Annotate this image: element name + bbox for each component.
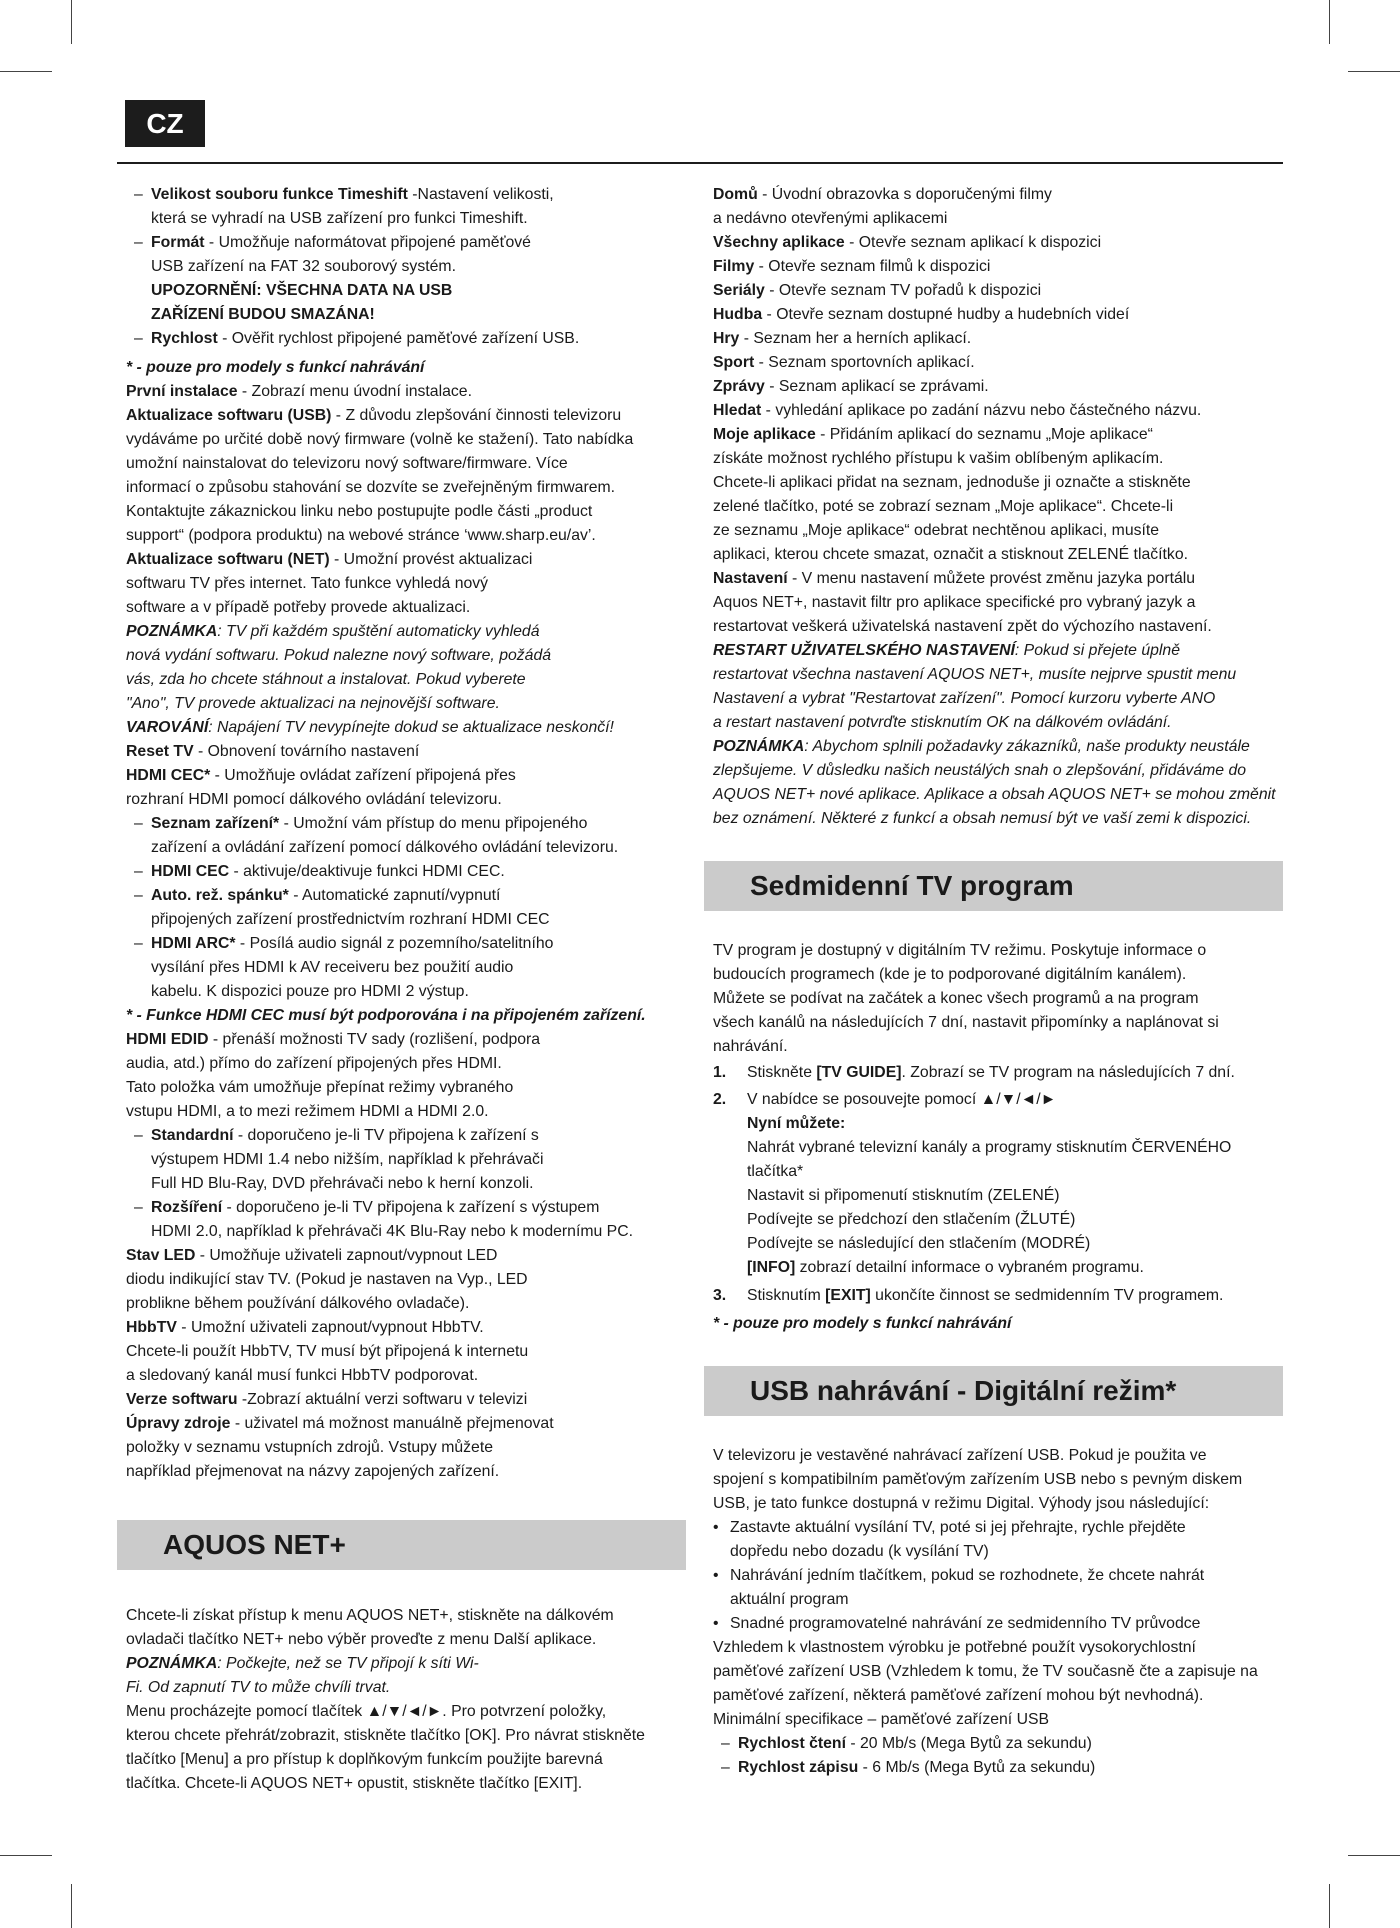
text-line: všech kanálů na následujících 7 dní, nastavit připomínky a naplánovat si <box>713 1014 1219 1031</box>
text-line: tlačítka. Chcete-li AQUOS NET+ opustit, stiskněte tlačítko [EXIT]. <box>126 1775 583 1792</box>
footnote: * - pouze pro modely s funkcí nahrávání <box>713 1315 1012 1332</box>
text-line: Aktualizace softwaru (NET) - Umožní provést aktualizaci <box>126 551 533 568</box>
text-line: Aktualizace softwaru (USB) - Z důvodu zlepšování činnosti televizoru <box>126 407 622 424</box>
text-line: Sport - Seznam sportovních aplikací. <box>713 354 975 371</box>
text-line: Vzhledem k vlastnostem výrobku je potřebné použít vysokorychlostní <box>713 1639 1196 1656</box>
text-line: Seriály - Otevře seznam TV pořadů k dispozici <box>713 282 1042 299</box>
bullet-item: • Nahrávání jedním tlačítkem, pokud se rozhodnete, že chcete nahrát <box>713 1564 1283 1588</box>
text-line: Stav LED - Umožňuje uživateli zapnout/vypnout LED <box>126 1247 498 1264</box>
text-line: Zprávy - Seznam aplikací se zprávami. <box>713 378 989 395</box>
crop-mark <box>1348 1855 1400 1856</box>
crop-mark <box>1329 0 1330 44</box>
numbered-step: 2. V nabídce se posouvejte pomocí ▲/▼/◄/► <box>713 1091 1057 1108</box>
numbered-step: 1. Stiskněte [TV GUIDE]. Zobrazí se TV program na následujících 7 dní. <box>713 1064 1235 1081</box>
text-line: paměťové zařízení, některá paměťové zařízení mohou být nevhodná). <box>713 1687 1204 1704</box>
text-line: Moje aplikace - Přidáním aplikací do seznamu „Moje aplikace“ <box>713 426 1153 443</box>
text-line: aktuální program <box>730 1591 849 1608</box>
right-column <box>713 183 1283 1780</box>
text-line: software a v případě potřeby provede aktualizaci. <box>126 599 471 616</box>
text-line: tlačítko [Menu] a pro přístup k doplňkovým funkcím použijte barevná <box>126 1751 603 1768</box>
text-line: Domů - Úvodní obrazovka s doporučenými filmy <box>713 186 1052 203</box>
text-line: – Rychlost zápisu - 6 Mb/s (Mega Bytů za sekundu) <box>713 1756 1283 1780</box>
text-line: Nyní můžete: <box>747 1115 846 1132</box>
text-line: audia, atd.) přímo do zařízení připojených přes HDMI. <box>126 1055 502 1072</box>
text-line: Menu procházejte pomocí tlačítek ▲/▼/◄/►. Pro potvrzení položky, <box>126 1703 607 1720</box>
text-line: položky v seznamu vstupních zdrojů. Vstupy můžete <box>126 1439 494 1456</box>
text-line: aplikaci, kterou chcete smazat, označit a stisknout ZELENÉ tlačítko. <box>713 546 1188 563</box>
text-line: – HDMI CEC - aktivuje/deaktivuje funkci HDMI CEC. <box>126 860 686 884</box>
text-line: tlačítka* <box>747 1163 804 1180</box>
crop-mark <box>71 0 72 44</box>
text-line: USB, je tato funkce dostupná v režimu Digital. Výhody jsou následující: <box>713 1495 1210 1512</box>
text-line: Podívejte se následující den stlačením (MODRÉ) <box>747 1235 1091 1252</box>
text-line: Hudba - Otevře seznam dostupné hudby a hudebních videí <box>713 306 1130 323</box>
text-line: spojení s kompatibilním paměťovým zařízením USB nebo s pevným diskem <box>713 1471 1243 1488</box>
note: zlepšujeme. V důsledku našich neustálých snah o zlepšování, přidáváme do <box>713 762 1247 779</box>
text-line: restartovat veškerá uživatelská nastavení zpět do výchozího nastavení. <box>713 618 1212 635</box>
note: POZNÁMKA: Počkejte, než se TV připojí k síti Wi- <box>126 1655 479 1672</box>
text-line: ze seznamu „Moje aplikace“ odebrat nechtěnou aplikaci, musíte <box>713 522 1160 539</box>
text-line: TV program je dostupný v digitálním TV režimu. Poskytuje informace o <box>713 942 1207 959</box>
text-line: Nahrát vybrané televizní kanály a programy stisknutím ČERVENÉHO <box>747 1139 1232 1156</box>
warning-text: UPOZORNĚNÍ: VŠECHNA DATA NA USB <box>151 282 453 299</box>
crop-mark <box>0 71 52 72</box>
note: a restart nastavení potvrďte stisknutím OK na dálkovém ovládání. <box>713 714 1172 731</box>
text-line: paměťové zařízení USB (Vzhledem k tomu, že TV současně čte a zapisuje na <box>713 1663 1258 1680</box>
text-line: Chcete-li aplikaci přidat na seznam, jednoduše ji označte a stiskněte <box>713 474 1191 491</box>
bullet-item: • Zastavte aktuální vysílání TV, poté si jej přehrajte, rychle přejděte <box>713 1516 1283 1540</box>
footnote: * - pouze pro modely s funkcí nahrávání <box>126 359 425 376</box>
text-line: – Auto. rež. spánku* - Automatické zapnutí/vypnutí <box>126 884 686 908</box>
text-line: HDMI 2.0, například k přehrávači 4K Blu-Ray nebo k modernímu PC. <box>151 1223 634 1240</box>
text-line: Chcete-li získat přístup k menu AQUOS NET+, stiskněte na dálkovém <box>126 1607 614 1624</box>
note: Fi. Od zapnutí TV to může chvíli trvat. <box>126 1679 391 1696</box>
note: "Ano", TV provede aktualizaci na nejnovější software. <box>126 695 500 712</box>
text-line: HDMI EDID - přenáší možnosti TV sady (rozlišení, podpora <box>126 1031 541 1048</box>
text-line: budoucích programech (kde je to podporované digitálním kanálem). <box>713 966 1187 983</box>
section-title-tv-guide: Sedmidenní TV program <box>704 861 1283 911</box>
text-line: informací o způsobu stahování se dozvíte se zveřejněným firmwarem. <box>126 479 616 496</box>
note: restartovat všechna nastavení AQUOS NET+, musíte nejprve spustit menu <box>713 666 1237 683</box>
text-line: diodu indikující stav TV. (Pokud je nastaven na Vyp., LED <box>126 1271 528 1288</box>
text-line: problikne během používání dálkového ovladače). <box>126 1295 470 1312</box>
text-line: a nedávno otevřenými aplikacemi <box>713 210 948 227</box>
text-line: Chcete-li použít HbbTV, TV musí být připojená k internetu <box>126 1343 529 1360</box>
text-line: – Standardní - doporučeno je-li TV připojena k zařízení s <box>126 1124 686 1148</box>
text-line: a sledovaný kanál musí funkci HbbTV podporovat. <box>126 1367 479 1384</box>
numbered-step: 3. Stisknutím [EXIT] ukončíte činnost se sedmidenním TV programem. <box>713 1287 1224 1304</box>
note: Nastavení a vybrat "Restartovat zařízení". Pomocí kurzoru vyberte ANO <box>713 690 1216 707</box>
text-line: Kontaktujte zákaznickou linku nebo postupujte podle části „product <box>126 503 593 520</box>
text-line: Hry - Seznam her a herních aplikací. <box>713 330 972 347</box>
text-line: Full HD Blu-Ray, DVD přehrávači nebo k herní konzoli. <box>151 1175 534 1192</box>
text-line: – Rychlost - Ověřit rychlost připojené paměťové zařízení USB. <box>126 327 686 351</box>
text-line: [INFO] zobrazí detailní informace o vybraném programu. <box>747 1259 1144 1276</box>
text-line: výstupem HDMI 1.4 nebo nižším, například k přehrávači <box>151 1151 544 1168</box>
text-line: USB zařízení na FAT 32 souborový systém. <box>151 258 456 275</box>
note: RESTART UŽIVATELSKÉHO NASTAVENÍ: Pokud si přejete úplně <box>713 642 1181 659</box>
text-line: ovladači tlačítko NET+ nebo výběr proveďte z menu Další aplikace. <box>126 1631 597 1648</box>
text-line: Nastavit si připomenutí stisknutím (ZELENÉ) <box>747 1187 1060 1204</box>
left-column <box>126 183 686 1796</box>
text-line: Reset TV - Obnovení továrního nastavení <box>126 743 420 760</box>
text-line: kabelu. K dispozici pouze pro HDMI 2 výstup. <box>151 983 469 1000</box>
text-line: nahrávání. <box>713 1038 788 1055</box>
text-line: – Seznam zařízení* - Umožní vám přístup do menu připojeného <box>126 812 686 836</box>
text-line: kterou chcete přehrát/zobrazit, stiskněte tlačítko [OK]. Pro návrat stiskněte <box>126 1727 645 1744</box>
text-line: – HDMI ARC* - Posílá audio signál z pozemního/satelitního <box>126 932 686 956</box>
warning-note: VAROVÁNÍ: Napájení TV nevypínejte dokud se aktualizace neskončí! <box>126 719 614 736</box>
text-line: První instalace - Zobrazí menu úvodní instalace. <box>126 383 472 400</box>
crop-mark <box>1329 1884 1330 1928</box>
section-title-aquos: AQUOS NET+ <box>117 1520 686 1570</box>
text-line: vydáváme po určité době nový firmware (volně ke stažení). Tato nabídka <box>126 431 634 448</box>
text-line: Tato položka vám umožňuje přepínat režimy vybraného <box>126 1079 514 1096</box>
crop-mark <box>0 1855 52 1856</box>
text-line: zařízení a ovládání zařízení pomocí dálkového ovládání televizoru. <box>151 839 619 856</box>
note: vás, zda ho chcete stáhnout a instalovat. Pokud vyberete <box>126 671 526 688</box>
header-rule <box>117 162 1283 164</box>
text-line: získáte možnost rychlého přístupu k vašim oblíbeným aplikacím. <box>713 450 1164 467</box>
text-line: Aquos NET+, nastavit filtr pro aplikace specifické pro vybraný jazyk a <box>713 594 1196 611</box>
text-line: – Rozšíření - doporučeno je-li TV připojena k zařízení s výstupem <box>126 1196 686 1220</box>
text-line: Můžete se podívat na začátek a konec všech programů a na program <box>713 990 1199 1007</box>
text-line: umožní nainstalovat do televizoru nový software/firmware. Více <box>126 455 568 472</box>
text-line: rozhraní HDMI pomocí dálkového ovládání televizoru. <box>126 791 502 808</box>
crop-mark <box>71 1884 72 1928</box>
text-line: support“ (podpora produktu) na webové stránce ‘www.sharp.eu/av’. <box>126 527 596 544</box>
note: POZNÁMKA: Abychom splnili požadavky zákazníků, naše produkty neustále <box>713 738 1250 755</box>
text-line: Podívejte se předchozí den stlačením (ŽLUTÉ) <box>747 1211 1076 1228</box>
note: nová vydání softwaru. Pokud nalezne nový software, požádá <box>126 647 552 664</box>
text-line: Úpravy zdroje - uživatel má možnost manuálně přejmenovat <box>126 1415 554 1432</box>
text-line: Verze softwaru -Zobrazí aktuální verzi softwaru v televizi <box>126 1391 528 1408</box>
text-line: V televizoru je vestavěné nahrávací zařízení USB. Pokud je použita ve <box>713 1447 1207 1464</box>
note: bez oznámení. Některé z funkcí a obsah nemusí být ve vaší zemi k dispozici. <box>713 810 1252 827</box>
crop-mark <box>1348 71 1400 72</box>
text-line: – Velikost souboru funkce Timeshift -Nastavení velikosti, <box>126 183 686 207</box>
text-line: – Formát - Umožňuje naformátovat připojené paměťové <box>126 231 686 255</box>
note: AQUOS NET+ nové aplikace. Aplikace a obsah AQUOS NET+ se mohou změnit <box>713 786 1276 803</box>
footnote: * - Funkce HDMI CEC musí být podporována i na připojeném zařízení. <box>126 1007 646 1024</box>
text-line: která se vyhradí na USB zařízení pro funkci Timeshift. <box>151 210 528 227</box>
text-line: Nastavení - V menu nastavení můžete provést změnu jazyka portálu <box>713 570 1196 587</box>
section-title-usb-recording: USB nahrávání - Digitální režim* <box>704 1366 1283 1416</box>
text-line: softwaru TV přes internet. Tato funkce vyhledá nový <box>126 575 489 592</box>
text-line: Minimální specifikace – paměťové zařízení USB <box>713 1711 1050 1728</box>
bullet-item: • Snadné programovatelné nahrávání ze sedmidenního TV průvodce <box>713 1612 1283 1636</box>
language-badge: CZ <box>125 100 205 147</box>
text-line: vstupu HDMI, a to mezi režimem HDMI a HDMI 2.0. <box>126 1103 489 1120</box>
warning-text: ZAŘÍZENÍ BUDOU SMAZÁNA! <box>151 306 375 323</box>
text-line: vysílání přes HDMI k AV receiveru bez použití audio <box>151 959 514 976</box>
text-line: připojených zařízení prostřednictvím rozhraní HDMI CEC <box>151 911 550 928</box>
text-line: zelené tlačítko, poté se zobrazí seznam „Moje aplikace“. Chcete-li <box>713 498 1174 515</box>
text-line: například přejmenovat na názvy zapojených zařízení. <box>126 1463 500 1480</box>
text-line: HbbTV - Umožní uživateli zapnout/vypnout HbbTV. <box>126 1319 484 1336</box>
text-line: dopředu nebo dozadu (k vysílání TV) <box>730 1543 989 1560</box>
text-line: HDMI CEC* - Umožňuje ovládat zařízení připojená přes <box>126 767 516 784</box>
text-line: Hledat - vyhledání aplikace po zadání názvu nebo částečného názvu. <box>713 402 1202 419</box>
text-line: Filmy - Otevře seznam filmů k dispozici <box>713 258 991 275</box>
text-line: Všechny aplikace - Otevře seznam aplikací k dispozici <box>713 234 1102 251</box>
text-line: – Rychlost čtení - 20 Mb/s (Mega Bytů za sekundu) <box>713 1732 1283 1756</box>
note: POZNÁMKA: TV při každém spuštění automaticky vyhledá <box>126 623 540 640</box>
